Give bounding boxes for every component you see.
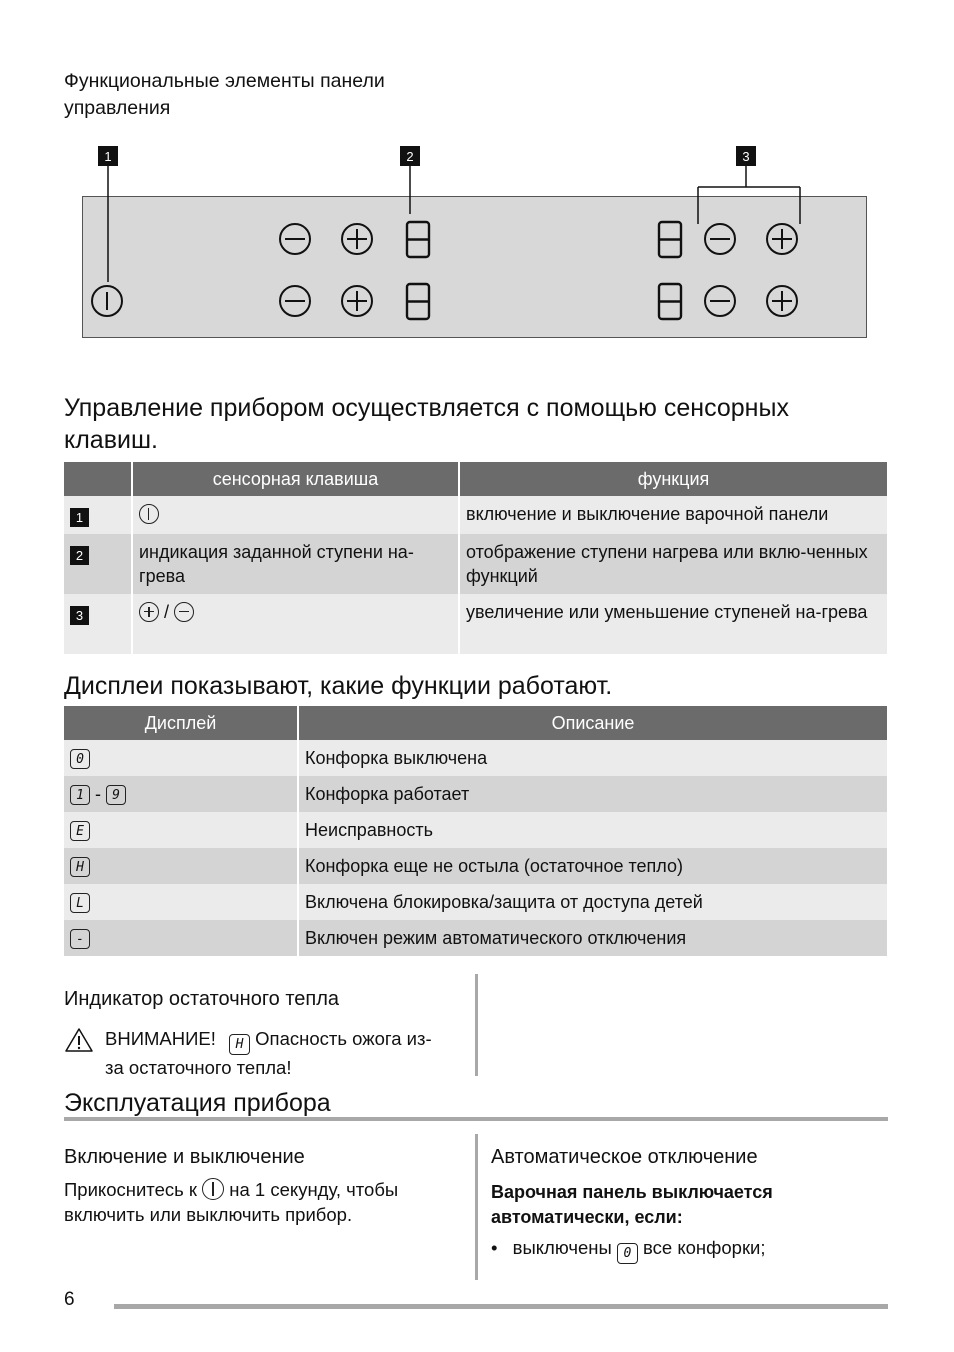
bullet-icon: • bbox=[491, 1237, 498, 1258]
column-divider bbox=[475, 974, 478, 1076]
display-symbol-icon: 0 bbox=[70, 749, 90, 769]
onoff-heading: Включение и выключение bbox=[64, 1146, 305, 1168]
row-description: Конфорка выключена bbox=[299, 740, 887, 776]
minus-icon[interactable] bbox=[280, 224, 310, 254]
display-symbol-icon: L bbox=[70, 893, 90, 913]
power-icon bbox=[139, 504, 159, 524]
row-number: 3 bbox=[70, 606, 89, 625]
display-symbol-icon: 1 bbox=[70, 785, 90, 805]
header-empty bbox=[64, 462, 133, 496]
plus-icon[interactable] bbox=[767, 286, 797, 316]
row-description: Включена блокировка/защита от доступа детей bbox=[299, 884, 887, 920]
minus-icon[interactable] bbox=[705, 286, 735, 316]
onoff-text-1a: Прикоснитесь к bbox=[64, 1179, 197, 1200]
callout-3 bbox=[698, 146, 800, 224]
row-description: Конфорка еще не остыла (остаточное тепло) bbox=[299, 848, 887, 884]
display-symbol-icon: H bbox=[70, 857, 90, 877]
header-function: функция bbox=[460, 462, 887, 496]
seven-segment-display-icon bbox=[407, 222, 429, 257]
power-icon bbox=[202, 1178, 224, 1200]
section-title-line1: Функциональные элементы панели bbox=[64, 70, 385, 92]
bullet-item bbox=[491, 1235, 766, 1264]
residual-heading: Индикатор остаточного тепла bbox=[64, 988, 340, 1010]
sensor-heading-line2: клавиш. bbox=[64, 426, 158, 454]
row-description: Конфорка работает bbox=[299, 776, 887, 812]
separator: / bbox=[164, 602, 170, 622]
auto-bold-text bbox=[491, 1180, 773, 1230]
table-row bbox=[64, 740, 887, 776]
display-symbol-icon: - bbox=[70, 929, 90, 949]
plus-icon[interactable] bbox=[767, 224, 797, 254]
warning-text-1: Опасность ожога из- bbox=[255, 1028, 432, 1049]
seven-segment-display-icon bbox=[659, 284, 681, 319]
range-separator: - bbox=[95, 784, 102, 804]
row-description: Неисправность bbox=[299, 812, 887, 848]
header-key: сенсорная клавиша bbox=[133, 462, 460, 496]
seven-segment-display-icon bbox=[407, 284, 429, 319]
bullet-text-b: все конфорки; bbox=[643, 1237, 766, 1258]
table-row bbox=[64, 884, 887, 920]
operation-heading: Эксплуатация прибора bbox=[64, 1089, 331, 1117]
row-number: 2 bbox=[70, 546, 89, 565]
sensor-table bbox=[64, 462, 887, 654]
warning-label: ВНИМАНИЕ! bbox=[105, 1028, 216, 1049]
header-display: Дисплей bbox=[64, 706, 299, 740]
onoff-text bbox=[64, 1177, 464, 1227]
warning-block bbox=[105, 1026, 465, 1080]
auto-bold-line1: Варочная панель выключается bbox=[491, 1182, 773, 1202]
svg-text:3: 3 bbox=[742, 149, 750, 164]
display-heading: Дисплеи показывают, какие функции работают. bbox=[64, 672, 613, 700]
minus-icon[interactable] bbox=[280, 286, 310, 316]
control-panel-svg bbox=[0, 140, 954, 350]
row-number: 1 bbox=[70, 508, 89, 527]
sensor-heading bbox=[64, 392, 904, 456]
table-row bbox=[64, 776, 887, 812]
table-row bbox=[64, 534, 887, 594]
row-function: увеличение или уменьшение ступеней на-грева bbox=[460, 594, 887, 654]
auto-bold-line2: автоматически, если: bbox=[491, 1207, 683, 1227]
table-row bbox=[64, 594, 887, 654]
warning-text-2: за остаточного тепла! bbox=[105, 1057, 292, 1078]
plus-icon[interactable] bbox=[342, 224, 372, 254]
svg-text:2: 2 bbox=[406, 149, 414, 164]
seven-segment-display-icon bbox=[659, 222, 681, 257]
section-title bbox=[64, 68, 385, 122]
header-description: Описание bbox=[299, 706, 887, 740]
footer-rule bbox=[114, 1304, 888, 1309]
row-description: Включен режим автоматического отключения bbox=[299, 920, 887, 956]
auto-heading: Автоматическое отключение bbox=[491, 1146, 758, 1168]
display-table bbox=[64, 706, 887, 956]
warning-icon bbox=[64, 1027, 94, 1053]
onoff-text-2: включить или выключить прибор. bbox=[64, 1204, 353, 1225]
display-symbol-icon: H bbox=[229, 1034, 250, 1055]
table-row bbox=[64, 848, 887, 884]
sensor-heading-line1: Управление прибором осуществляется с помощью сенсорных bbox=[64, 394, 789, 422]
row-function: включение и выключение варочной панели bbox=[460, 496, 887, 534]
page-number: 6 bbox=[64, 1289, 75, 1310]
callout-1 bbox=[98, 146, 118, 282]
column-divider bbox=[475, 1134, 478, 1280]
row-function: отображение ступени нагрева или вклю-ченных функций bbox=[460, 534, 887, 594]
svg-text:1: 1 bbox=[104, 149, 112, 164]
callout-2 bbox=[400, 146, 420, 214]
section-title-line2: управления bbox=[64, 97, 171, 119]
plus-icon[interactable] bbox=[342, 286, 372, 316]
display-symbol-icon: 0 bbox=[617, 1243, 638, 1264]
table-row bbox=[64, 496, 887, 534]
display-symbol-icon: 9 bbox=[106, 785, 126, 805]
display-table-header bbox=[64, 706, 887, 740]
onoff-text-1b: на 1 секунду, чтобы bbox=[229, 1179, 399, 1200]
section-rule bbox=[64, 1117, 888, 1121]
table-row bbox=[64, 920, 887, 956]
bullet-text-a: выключены bbox=[512, 1237, 612, 1258]
sensor-table-header bbox=[64, 462, 887, 496]
row-key: индикация заданной ступени на-грева bbox=[133, 534, 460, 594]
minus-icon[interactable] bbox=[705, 224, 735, 254]
table-row bbox=[64, 812, 887, 848]
plus-icon bbox=[139, 602, 159, 622]
display-symbol-icon: E bbox=[70, 821, 90, 841]
power-icon[interactable] bbox=[92, 286, 122, 316]
minus-icon bbox=[174, 602, 194, 622]
